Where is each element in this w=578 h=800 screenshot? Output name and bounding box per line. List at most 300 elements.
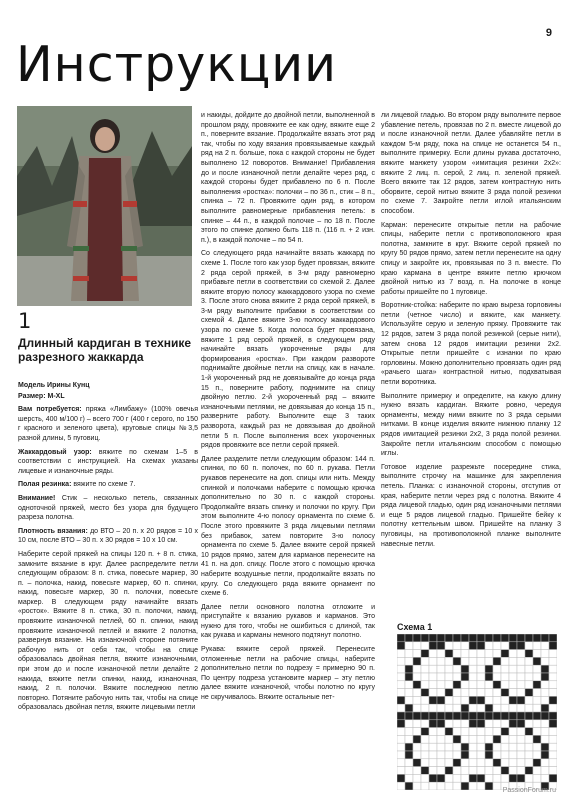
chart-cell <box>533 642 541 650</box>
chart-cell <box>405 673 413 681</box>
chart-cell <box>525 751 533 759</box>
chart-cell <box>525 720 533 728</box>
chart-cell <box>541 673 549 681</box>
chart-cell <box>485 782 493 790</box>
chart-cell <box>477 650 485 658</box>
chart-cell <box>421 743 429 751</box>
chart-cell <box>533 774 541 782</box>
chart-cell <box>493 704 501 712</box>
chart-cell <box>429 751 437 759</box>
chart-cell <box>397 642 405 650</box>
chart-cell <box>397 650 405 658</box>
chart-cell <box>413 681 421 689</box>
chart-cell <box>533 696 541 704</box>
chart-cell <box>493 720 501 728</box>
paragraph: Со следующего ряда начинайте вязать жаккард по схеме 1. После того как узор будет провязан, вяжите 2 ряда серой пряжей, в 3-м ряду равномерно прибавьте петли в соответствии со схемой 2. Далее вяжите вторую полосу жаккардового узора по схеме 3. После этого снова вяжите 2 ряда серой пряжей, в 3-м ряду выполните прибавки в соответствии со схемой 4. Далее вяжите 3-ю полосу жаккардового узора по схеме 5. Когда полоса будет провязана, вяжите 1 ряд серой пряжей, в следующем ряду начинайте вязать укороченные ряды для формирования «ростка». При каждом развороте поднимайте двойные петли на спицу, как в начале. 1-й укороченный ряд не довязывайте до конца ряда 15 п., поверните работу, поднимите на спицу двойную петлю. 2-й укороченный ряд – вяжите изнаночными петлями, не довязывая до конца 15 п., разверните работу. Выполните еще 3 таких разворота, каждый раз не довязывая до двойной петли 5 п. После выполнения всех укороченных рядов провяжите все петли серой пряжей. <box>201 250 375 450</box>
chart-cell <box>541 650 549 658</box>
chart-cell <box>533 735 541 743</box>
chart-cell <box>549 751 557 759</box>
chart-cell <box>421 689 429 697</box>
chart-cell <box>413 712 421 720</box>
chart-cell <box>493 673 501 681</box>
chart-cell <box>421 782 429 790</box>
chart-cell <box>437 657 445 665</box>
chart-cell <box>453 650 461 658</box>
chart-cell <box>509 704 517 712</box>
chart-cell <box>509 767 517 775</box>
chart-cell <box>453 712 461 720</box>
chart-cell <box>429 743 437 751</box>
chart-cell <box>453 673 461 681</box>
chart-cell <box>549 673 557 681</box>
chart-cell <box>533 665 541 673</box>
chart-cell <box>541 642 549 650</box>
chart-cell <box>517 704 525 712</box>
chart-cell <box>405 767 413 775</box>
paragraph: Полая резинка: вяжите по схеме 7. <box>18 481 136 489</box>
chart-cell <box>485 759 493 767</box>
chart-cell <box>517 743 525 751</box>
chart-cell <box>525 735 533 743</box>
chart-cell <box>485 704 493 712</box>
chart-cell <box>453 751 461 759</box>
chart-cell <box>421 720 429 728</box>
chart-cell <box>477 774 485 782</box>
chart-cell <box>541 767 549 775</box>
chart-cell <box>397 759 405 767</box>
chart-cell <box>445 759 453 767</box>
chart-cell <box>429 759 437 767</box>
chart-cell <box>421 767 429 775</box>
chart-cell <box>405 720 413 728</box>
chart-cell <box>421 657 429 665</box>
chart-cell <box>517 642 525 650</box>
chart-cell <box>397 728 405 736</box>
chart-cell <box>541 689 549 697</box>
chart-cell <box>437 634 445 642</box>
chart-cell <box>517 767 525 775</box>
chart-cell <box>469 642 477 650</box>
chart-cell <box>525 712 533 720</box>
chart-cell <box>413 767 421 775</box>
chart-cell <box>533 720 541 728</box>
chart-cell <box>461 743 469 751</box>
chart-cell <box>413 735 421 743</box>
chart-cell <box>549 681 557 689</box>
chart-cell <box>469 657 477 665</box>
chart-cell <box>445 642 453 650</box>
chart-cell <box>469 767 477 775</box>
chart-cell <box>413 696 421 704</box>
chart-cell <box>541 712 549 720</box>
chart-cell <box>429 767 437 775</box>
chart-cell <box>533 767 541 775</box>
chart-cell <box>509 751 517 759</box>
chart-cell <box>429 782 437 790</box>
chart-cell <box>405 735 413 743</box>
chart-cell <box>413 665 421 673</box>
page-number: 9 <box>545 27 552 39</box>
chart-cell <box>485 767 493 775</box>
chart-cell <box>413 728 421 736</box>
chart-cell <box>493 759 501 767</box>
chart-cell <box>445 743 453 751</box>
chart-cell <box>485 712 493 720</box>
chart-cell <box>509 681 517 689</box>
chart-cell <box>485 657 493 665</box>
chart-cell <box>549 642 557 650</box>
chart-cell <box>541 665 549 673</box>
chart-cell <box>461 642 469 650</box>
chart-cell <box>397 634 405 642</box>
model-title: Длинный кардиган в технике разрезного жаккарда <box>18 336 192 364</box>
chart-cell <box>509 720 517 728</box>
chart-cell <box>469 681 477 689</box>
chart-cell <box>485 634 493 642</box>
chart-cell <box>509 728 517 736</box>
chart-cell <box>517 759 525 767</box>
chart-cell <box>445 720 453 728</box>
chart-cell <box>453 728 461 736</box>
chart-cell <box>485 689 493 697</box>
model-author: Модель Ирины Кунц <box>18 382 90 389</box>
chart-cell <box>509 759 517 767</box>
chart-cell <box>469 689 477 697</box>
paragraph: Далее разделите петли следующим образом: 144 п. спинки, по 60 п. полочек, по 60 п. рукава. Петли рукавов перенесите на доп. спицы или нить. Между спинкой и полочками наберите с помощью крючка дополнительно по 30 п. с каждой стороны. Продолжайте вязать спинку и полочки по кругу. При этом выполните 4-ю полосу орнамента по схеме 6. После этого провяжите 3 ряда лицевыми петлями без прибавок, затем повторите 3-ю полосу орнамента по схеме 5. Далее вяжите серой пряжей 10 рядов прямо, затем для карманов перенесите на 41 п. на доп. спицу. После этого с помощью крючка наберите воздушные петли, продолжайте вязать по кругу. Со следующего ряда вяжите орнамент по схеме 6. <box>201 455 375 598</box>
chart-cell <box>493 681 501 689</box>
chart-cell <box>437 696 445 704</box>
paragraph: Далее петли основного полотна отложите и приступайте к вязанию рукавов и карманов. Это нужно для того, чтобы не ошибиться с длиной, так как рукава и карманы немного подтянут полотно. <box>201 603 375 640</box>
chart-cell <box>485 673 493 681</box>
chart-cell <box>413 759 421 767</box>
chart-cell <box>437 774 445 782</box>
chart-cell <box>525 728 533 736</box>
chart-cell <box>397 782 405 790</box>
chart-cell <box>429 728 437 736</box>
paragraph: Карман: перенесите открытые петли на рабочие спицы, наберите петли с противоположного края полотна, замкните в круг. Вяжите серой пряжей по кругу 50 рядов прямо, затем петли перенесите на одну спицу и закройте их, провязывая по 3 п. вместе. По краю кармана в центре вяжите петлю крючком двойной нитью из 7 возд. п. На полочке в конце работы пришейте по 1 пуговице. <box>381 221 561 296</box>
chart-cell <box>501 728 509 736</box>
chart-cell <box>429 673 437 681</box>
chart-cell <box>477 735 485 743</box>
chart-cell <box>525 767 533 775</box>
chart-cell <box>405 681 413 689</box>
chart-cell <box>461 767 469 775</box>
chart-cell <box>445 751 453 759</box>
chart-cell <box>501 704 509 712</box>
chart-cell <box>517 696 525 704</box>
chart-cell <box>469 720 477 728</box>
chart-cell <box>541 657 549 665</box>
chart-cell <box>461 712 469 720</box>
chart-cell <box>461 673 469 681</box>
chart-cell <box>429 712 437 720</box>
model-number: 1 <box>18 309 32 333</box>
chart-cell <box>493 774 501 782</box>
chart-cell <box>461 782 469 790</box>
chart-cell <box>437 712 445 720</box>
chart-cell <box>469 743 477 751</box>
chart-cell <box>541 751 549 759</box>
chart-cell <box>549 704 557 712</box>
chart-cell <box>413 657 421 665</box>
watermark: PassionForum.ru <box>502 787 556 794</box>
chart-cell <box>509 689 517 697</box>
chart-cell <box>493 696 501 704</box>
chart-cell <box>405 774 413 782</box>
chart-cell <box>461 751 469 759</box>
chart-cell <box>397 689 405 697</box>
chart-cell <box>413 689 421 697</box>
chart-cell <box>501 696 509 704</box>
chart-cell <box>469 728 477 736</box>
paragraph: Наберите серой пряжей на спицы 120 п. + 8 п. стика, замкните вязание в круг. Далее распределите петли следующим образом: 8 п. стика, повесьте маркер, 30 п. – полочка, накид, повесьте маркер, 60 п. спинки, накид, повесьте маркер, 30 п. полочки, повесьте маркер. В следующем ряду начинайте вязать «росток». Вяжите 8 п. стика, 30 п. полочки, накид, провяжите изнаночной петлей, 60 п. спинки, накид провяжите изнаночной петлей и вяжите 2 полотна, развернув вязание. На изнаночной стороне потяните рабочую нить от себя так, чтобы на спице образовалась двойная петля, вяжите изнаночными, при этом до и после изнаночной петли делайте 2 накида, вяжите петли спинки, накид, изнаночная, накид, 2 п. полочки. Вяжите последнюю петлю повторно. Потяните рабочую нить так, чтобы на спице образовалась двойная петля, вяжите лицевыми петли <box>18 550 198 712</box>
chart-cell <box>413 650 421 658</box>
chart-cell <box>533 634 541 642</box>
chart-cell <box>549 696 557 704</box>
paragraph: Плотность вязания: до ВТО – 20 п. х 20 рядов = 10 х 10 см, после ВТО – 30 п. х 30 рядов = 10 х 10 см. <box>18 527 198 545</box>
chart-cell <box>469 712 477 720</box>
chart-cell <box>445 689 453 697</box>
chart-cell <box>485 743 493 751</box>
chart-cell <box>549 735 557 743</box>
chart-cell <box>397 657 405 665</box>
chart-cell <box>429 681 437 689</box>
chart-cell <box>469 673 477 681</box>
chart-cell <box>525 650 533 658</box>
model-photo <box>17 106 192 306</box>
chart-cell <box>437 689 445 697</box>
chart-cell <box>453 782 461 790</box>
chart-cell <box>485 751 493 759</box>
chart-cell <box>501 689 509 697</box>
chart-cell <box>453 681 461 689</box>
chart-cell <box>413 782 421 790</box>
chart-cell <box>413 720 421 728</box>
chart-cell <box>477 782 485 790</box>
chart-cell <box>437 735 445 743</box>
chart-cell <box>501 767 509 775</box>
chart-cell <box>445 774 453 782</box>
paragraph: Выполните примерку и определите, на какую длину нужно вязать кардиган. Вяжите ровно, чередуя орнаменты, между ними вяжите по 3 ряда серыми нитками. В конце изделия вяжите нижнюю планку 12 рядов имитацией резинки 2х2, 3 ряда полой резинки. Закройте петли итальянским способом с помощью иглы. <box>381 392 561 458</box>
chart-cell <box>525 704 533 712</box>
chart-cell <box>421 728 429 736</box>
chart-cell <box>405 696 413 704</box>
chart-cell <box>397 681 405 689</box>
chart-cell <box>477 743 485 751</box>
chart-cell <box>405 704 413 712</box>
chart-cell <box>461 689 469 697</box>
paragraph: Внимание! Стик – несколько петель, связанных одноточной пряжей, место без узора для будущего разреза полотна. <box>18 494 198 522</box>
chart-cell <box>493 728 501 736</box>
chart-cell <box>509 657 517 665</box>
chart-cell <box>517 774 525 782</box>
chart-cell <box>405 657 413 665</box>
chart-cell <box>509 743 517 751</box>
chart-cell <box>461 759 469 767</box>
chart-cell <box>541 735 549 743</box>
chart-cell <box>525 642 533 650</box>
chart-cell <box>533 657 541 665</box>
chart-cell <box>477 634 485 642</box>
chart-cell <box>501 673 509 681</box>
chart-cell <box>453 735 461 743</box>
chart-cell <box>445 650 453 658</box>
chart-cell <box>525 634 533 642</box>
chart-cell <box>485 774 493 782</box>
chart-cell <box>437 673 445 681</box>
paragraph: Жаккардовый узор: вяжите по схемам 1–5 в соответствии с инструкцией. На схемах указаны лицевые и изнаночные ряды. <box>18 448 198 475</box>
chart-cell <box>429 665 437 673</box>
chart-cell <box>421 665 429 673</box>
chart-cell <box>437 751 445 759</box>
chart-cell <box>533 673 541 681</box>
chart-cell <box>469 782 477 790</box>
chart-cell <box>469 650 477 658</box>
chart-cell <box>525 743 533 751</box>
chart-cell <box>461 704 469 712</box>
chart-cell <box>493 650 501 658</box>
chart-cell <box>525 696 533 704</box>
chart-cell <box>509 665 517 673</box>
chart-cell <box>469 665 477 673</box>
chart-cell <box>445 767 453 775</box>
chart-cell <box>509 650 517 658</box>
chart-cell <box>549 657 557 665</box>
chart-cell <box>517 634 525 642</box>
chart-cell <box>437 782 445 790</box>
chart-cell <box>493 665 501 673</box>
chart-cell <box>437 650 445 658</box>
chart-cell <box>453 642 461 650</box>
chart-cell <box>421 634 429 642</box>
chart-cell <box>445 704 453 712</box>
chart-cell <box>437 665 445 673</box>
chart-cell <box>429 696 437 704</box>
chart-cell <box>397 704 405 712</box>
chart-cell <box>413 673 421 681</box>
chart-cell <box>445 665 453 673</box>
chart-cell <box>477 642 485 650</box>
chart-cell <box>533 689 541 697</box>
chart-cell <box>445 728 453 736</box>
paragraph: ли лицевой гладью. Во втором ряду выполните первое убавление петель, провязав по 2 п. вместе лицевой до и после изнаночной петли. Далее убавляйте петли в каждом 5-м ряду, пока на спице не останется 54 п., выполните примерку. Если длины рукава достаточно, вяжите манжету узором «имитация резинки 2х2»: вяжите 2 лиц. п. серой, 2 лиц. п. зеленой пряжей. Всего вяжите так 12 рядов, затем контрастную нить оборвите, серой нитью вяжите 3 ряда полой резинки по схеме 7. Закройте петли иглой итальянским способом. <box>381 112 561 215</box>
chart-cell <box>421 735 429 743</box>
chart-cell <box>461 650 469 658</box>
chart-cell <box>477 751 485 759</box>
chart-cell <box>453 704 461 712</box>
chart-cell <box>533 743 541 751</box>
chart-cell <box>501 759 509 767</box>
chart-cell <box>485 665 493 673</box>
chart-cell <box>445 696 453 704</box>
chart-cell <box>405 689 413 697</box>
chart-cell <box>421 759 429 767</box>
chart-cell <box>541 681 549 689</box>
chart-cell <box>445 735 453 743</box>
chart-cell <box>493 657 501 665</box>
chart-cell <box>501 774 509 782</box>
chart-cell <box>469 634 477 642</box>
chart-cell <box>413 743 421 751</box>
chart-cell <box>461 657 469 665</box>
chart-cell <box>461 735 469 743</box>
chart-cell <box>501 634 509 642</box>
chart-cell <box>525 657 533 665</box>
chart-cell <box>525 665 533 673</box>
chart-cell <box>397 751 405 759</box>
chart-cell <box>485 728 493 736</box>
chart-cell <box>549 774 557 782</box>
chart-cell <box>485 681 493 689</box>
chart-cell <box>461 696 469 704</box>
chart-cell <box>501 743 509 751</box>
chart-cell <box>405 642 413 650</box>
chart-cell <box>525 681 533 689</box>
chart-cell <box>485 735 493 743</box>
chart-cell <box>517 751 525 759</box>
chart-cell <box>501 720 509 728</box>
chart-cell <box>429 735 437 743</box>
chart-cell <box>461 665 469 673</box>
chart-cell <box>541 696 549 704</box>
chart-cell <box>485 642 493 650</box>
chart-cell <box>437 704 445 712</box>
chart-cell <box>517 720 525 728</box>
chart-cell <box>541 720 549 728</box>
chart-cell <box>429 774 437 782</box>
chart-cell <box>477 704 485 712</box>
chart-cell <box>549 650 557 658</box>
chart-cell <box>477 712 485 720</box>
chart-cell <box>461 774 469 782</box>
chart-cell <box>549 728 557 736</box>
chart-cell <box>493 743 501 751</box>
chart-cell <box>445 634 453 642</box>
chart-cell <box>541 759 549 767</box>
chart-cell <box>493 634 501 642</box>
chart-cell <box>549 720 557 728</box>
chart-cell <box>493 782 501 790</box>
instructions-column-2 <box>201 111 375 793</box>
chart-cell <box>405 650 413 658</box>
model-size: Размер: М-XL <box>18 392 65 400</box>
chart-cell <box>453 657 461 665</box>
chart-cell <box>517 673 525 681</box>
chart-cell <box>461 728 469 736</box>
chart-cell <box>429 720 437 728</box>
chart-cell <box>453 665 461 673</box>
chart-cell <box>429 634 437 642</box>
chart-cell <box>533 650 541 658</box>
chart-cell <box>405 759 413 767</box>
chart-cell <box>453 696 461 704</box>
chart-cell <box>477 665 485 673</box>
chart-cell <box>421 650 429 658</box>
chart-cell <box>397 767 405 775</box>
chart-cell <box>501 735 509 743</box>
chart-cell <box>437 767 445 775</box>
chart-cell <box>469 696 477 704</box>
chart-cell <box>461 720 469 728</box>
chart-cell <box>493 751 501 759</box>
chart-cell <box>477 767 485 775</box>
chart-cell <box>477 759 485 767</box>
chart-cell <box>501 712 509 720</box>
chart-cell <box>437 728 445 736</box>
chart-cell <box>493 689 501 697</box>
chart-cell <box>461 681 469 689</box>
chart-cell <box>421 774 429 782</box>
